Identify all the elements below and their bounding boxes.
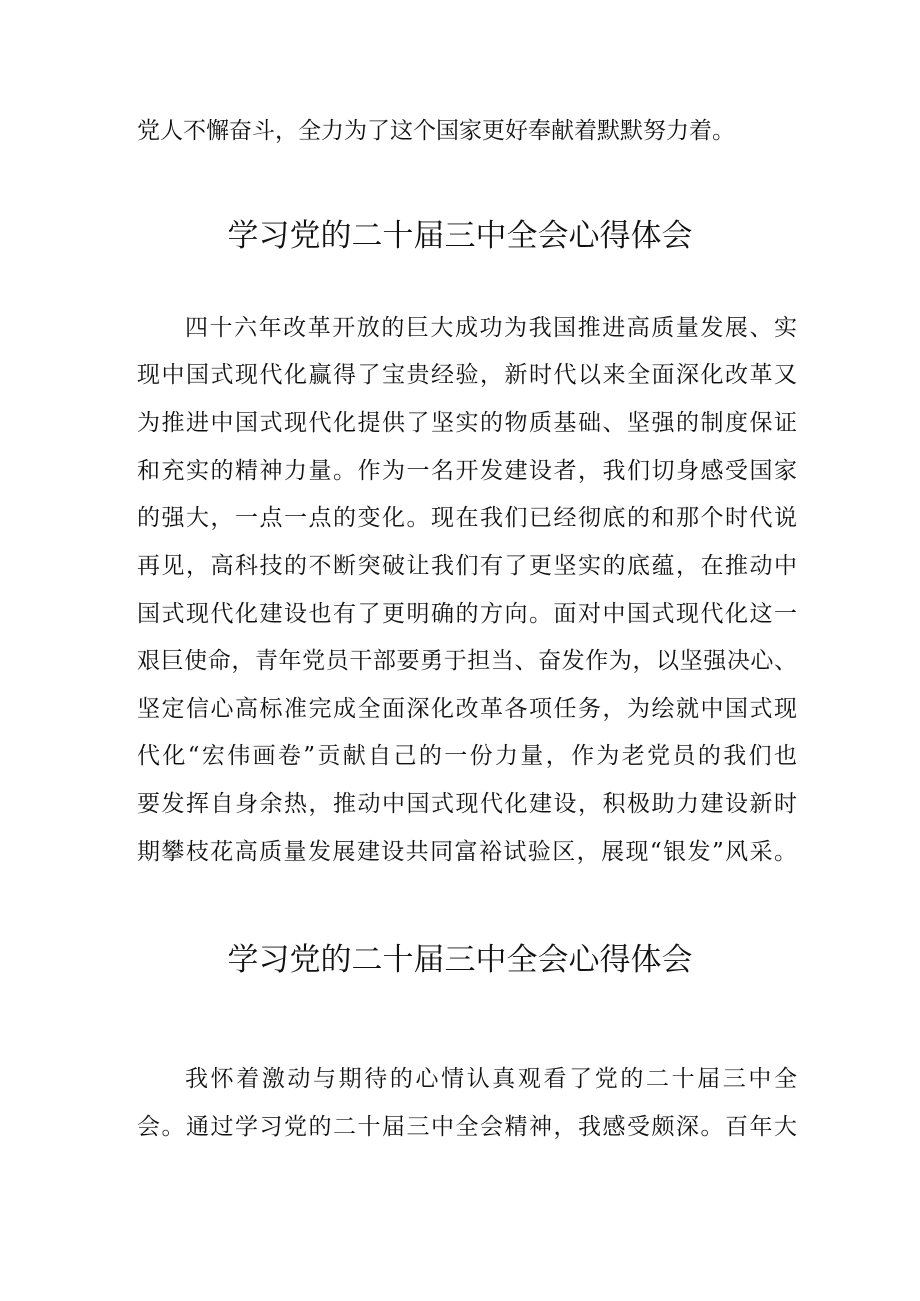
paragraph-line: 会。通过学习党的二十届三中全会精神，我感受颇深。百年大 [137, 1114, 797, 1140]
paragraph-line: 期攀枝花高质量发展建设共同富裕试验区，展现“银发”风采。 [137, 839, 797, 865]
paragraph-line: 为推进中国式现代化提供了坚实的物质基础、坚强的制度保证 [137, 410, 797, 436]
paragraph-line: 的强大，一点一点的变化。现在我们已经彻底的和那个时代说 [137, 505, 797, 531]
continued-paragraph-line: 党人不懈奋斗，全力为了这个国家更好奉献着默默努力着。 [137, 118, 735, 144]
paragraph-line: 国式现代化建设也有了更明确的方向。面对中国式现代化这一 [137, 601, 797, 627]
paragraph-line: 要发挥自身余热，推动中国式现代化建设，积极助力建设新时 [137, 791, 797, 817]
paragraph-line: 和充实的精神力量。作为一名开发建设者，我们切身感受国家 [137, 458, 797, 484]
paragraph-line: 现中国式现代化赢得了宝贵经验，新时代以来全面深化改革又 [137, 362, 797, 388]
paragraph-line: 再见，高科技的不断突破让我们有了更坚实的底蕴，在推动中 [137, 553, 797, 579]
paragraph-line: 代化“宏伟画卷”贡献自己的一份力量，作为老党员的我们也 [137, 743, 797, 769]
section-title: 学习党的二十届三中全会心得体会 [227, 942, 693, 978]
paragraph-line: 艰巨使命，青年党员干部要勇于担当、奋发作为，以坚强决心、 [137, 648, 797, 674]
paragraph-line: 坚定信心高标准完成全面深化改革各项任务，为绘就中国式现 [137, 696, 797, 722]
paragraph-line: 我怀着激动与期待的心情认真观看了党的二十届三中全 [185, 1066, 797, 1092]
paragraph-line: 四十六年改革开放的巨大成功为我国推进高质量发展、实 [185, 315, 797, 341]
section-title: 学习党的二十届三中全会心得体会 [227, 218, 693, 254]
